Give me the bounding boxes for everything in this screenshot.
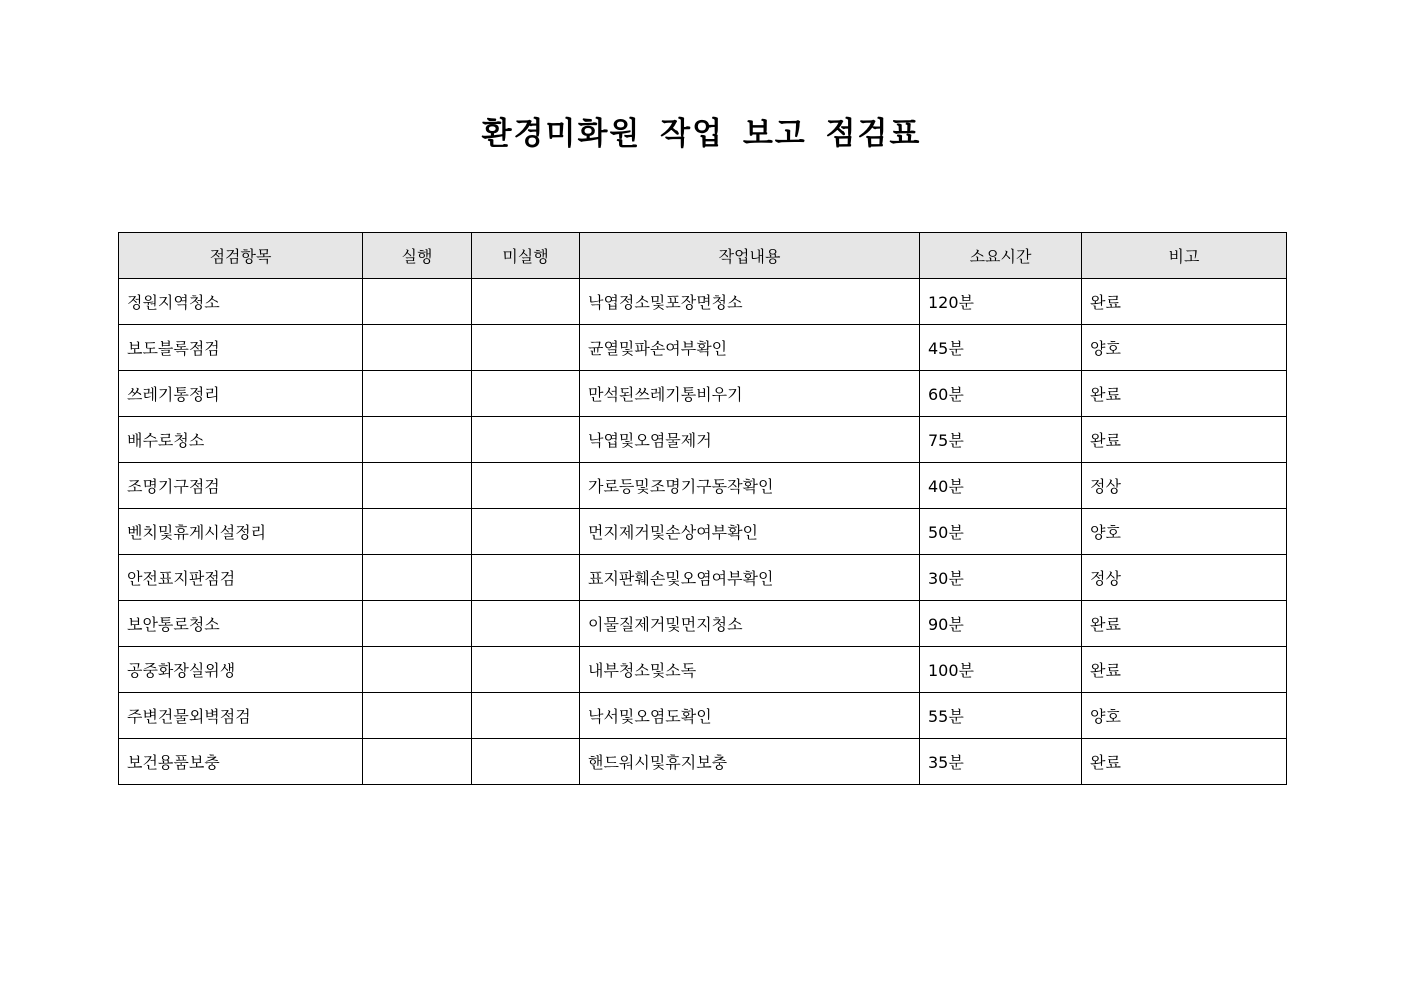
- header-executed: 실행: [363, 233, 472, 279]
- cell-time-required: 50분: [920, 509, 1082, 555]
- cell-not-executed[interactable]: [472, 371, 580, 417]
- cell-inspection-item: 조명기구점검: [119, 463, 363, 509]
- cell-executed[interactable]: [363, 371, 472, 417]
- cell-remarks: 완료: [1082, 739, 1287, 785]
- cell-work-content: 내부청소및소독: [580, 647, 920, 693]
- cell-work-content: 만석된쓰레기통비우기: [580, 371, 920, 417]
- cell-executed[interactable]: [363, 693, 472, 739]
- cell-remarks: 정상: [1082, 555, 1287, 601]
- cell-work-content: 낙엽정소및포장면청소: [580, 279, 920, 325]
- cell-time-required: 30분: [920, 555, 1082, 601]
- cell-time-required: 40분: [920, 463, 1082, 509]
- table-row: [119, 693, 1287, 739]
- cell-time-required: 100분: [920, 647, 1082, 693]
- cell-not-executed[interactable]: [472, 509, 580, 555]
- table-row: [119, 417, 1287, 463]
- cell-inspection-item: 쓰레기통정리: [119, 371, 363, 417]
- cell-inspection-item: 보안통로청소: [119, 601, 363, 647]
- cell-time-required: 35분: [920, 739, 1082, 785]
- table-row: [119, 509, 1287, 555]
- cell-remarks: 완료: [1082, 279, 1287, 325]
- cell-time-required: 90분: [920, 601, 1082, 647]
- cell-work-content: 가로등및조명기구동작확인: [580, 463, 920, 509]
- cell-time-required: 55분: [920, 693, 1082, 739]
- cell-inspection-item: 공중화장실위생: [119, 647, 363, 693]
- cell-inspection-item: 벤치및휴게시설정리: [119, 509, 363, 555]
- cell-executed[interactable]: [363, 555, 472, 601]
- cell-remarks: 완료: [1082, 371, 1287, 417]
- cell-time-required: 75분: [920, 417, 1082, 463]
- cell-time-required: 45분: [920, 325, 1082, 371]
- table-row: [119, 371, 1287, 417]
- cell-remarks: 완료: [1082, 647, 1287, 693]
- cell-remarks: 정상: [1082, 463, 1287, 509]
- cell-not-executed[interactable]: [472, 693, 580, 739]
- cell-inspection-item: 보도블록점검: [119, 325, 363, 371]
- cell-executed[interactable]: [363, 509, 472, 555]
- cell-time-required: 120분: [920, 279, 1082, 325]
- table-row: [119, 601, 1287, 647]
- cell-work-content: 핸드워시및휴지보충: [580, 739, 920, 785]
- cell-not-executed[interactable]: [472, 463, 580, 509]
- cell-remarks: 양호: [1082, 509, 1287, 555]
- cell-not-executed[interactable]: [472, 739, 580, 785]
- cell-work-content: 표지판훼손및오염여부확인: [580, 555, 920, 601]
- cell-executed[interactable]: [363, 417, 472, 463]
- header-time-required: 소요시간: [920, 233, 1082, 279]
- cell-executed[interactable]: [363, 463, 472, 509]
- cell-time-required: 60분: [920, 371, 1082, 417]
- table-header-row: [119, 233, 1287, 279]
- header-not-executed: 미실행: [472, 233, 580, 279]
- table-row: [119, 555, 1287, 601]
- header-inspection-item: 점검항목: [119, 233, 363, 279]
- cell-remarks: 완료: [1082, 601, 1287, 647]
- table-row: [119, 325, 1287, 371]
- cell-inspection-item: 안전표지판점검: [119, 555, 363, 601]
- cell-executed[interactable]: [363, 601, 472, 647]
- cell-work-content: 먼지제거및손상여부확인: [580, 509, 920, 555]
- cell-executed[interactable]: [363, 325, 472, 371]
- table-row: [119, 279, 1287, 325]
- cell-work-content: 낙서및오염도확인: [580, 693, 920, 739]
- table-body: [119, 279, 1287, 785]
- table-row: [119, 739, 1287, 785]
- inspection-table: [118, 232, 1287, 785]
- cell-work-content: 낙엽및오염물제거: [580, 417, 920, 463]
- cell-not-executed[interactable]: [472, 601, 580, 647]
- cell-inspection-item: 배수로청소: [119, 417, 363, 463]
- cell-not-executed[interactable]: [472, 647, 580, 693]
- header-remarks: 비고: [1082, 233, 1287, 279]
- cell-not-executed[interactable]: [472, 325, 580, 371]
- cell-remarks: 양호: [1082, 325, 1287, 371]
- cell-executed[interactable]: [363, 739, 472, 785]
- cell-executed[interactable]: [363, 647, 472, 693]
- cell-remarks: 완료: [1082, 417, 1287, 463]
- cell-remarks: 양호: [1082, 693, 1287, 739]
- cell-not-executed[interactable]: [472, 555, 580, 601]
- header-work-content: 작업내용: [580, 233, 920, 279]
- cell-inspection-item: 보건용품보충: [119, 739, 363, 785]
- cell-work-content: 균열및파손여부확인: [580, 325, 920, 371]
- cell-inspection-item: 정원지역청소: [119, 279, 363, 325]
- cell-not-executed[interactable]: [472, 279, 580, 325]
- cell-not-executed[interactable]: [472, 417, 580, 463]
- page-title: 환경미화원 작업 보고 점검표: [481, 116, 922, 152]
- cell-work-content: 이물질제거및먼지청소: [580, 601, 920, 647]
- cell-executed[interactable]: [363, 279, 472, 325]
- table-row: [119, 463, 1287, 509]
- cell-inspection-item: 주변건물외벽점검: [119, 693, 363, 739]
- table-row: [119, 647, 1287, 693]
